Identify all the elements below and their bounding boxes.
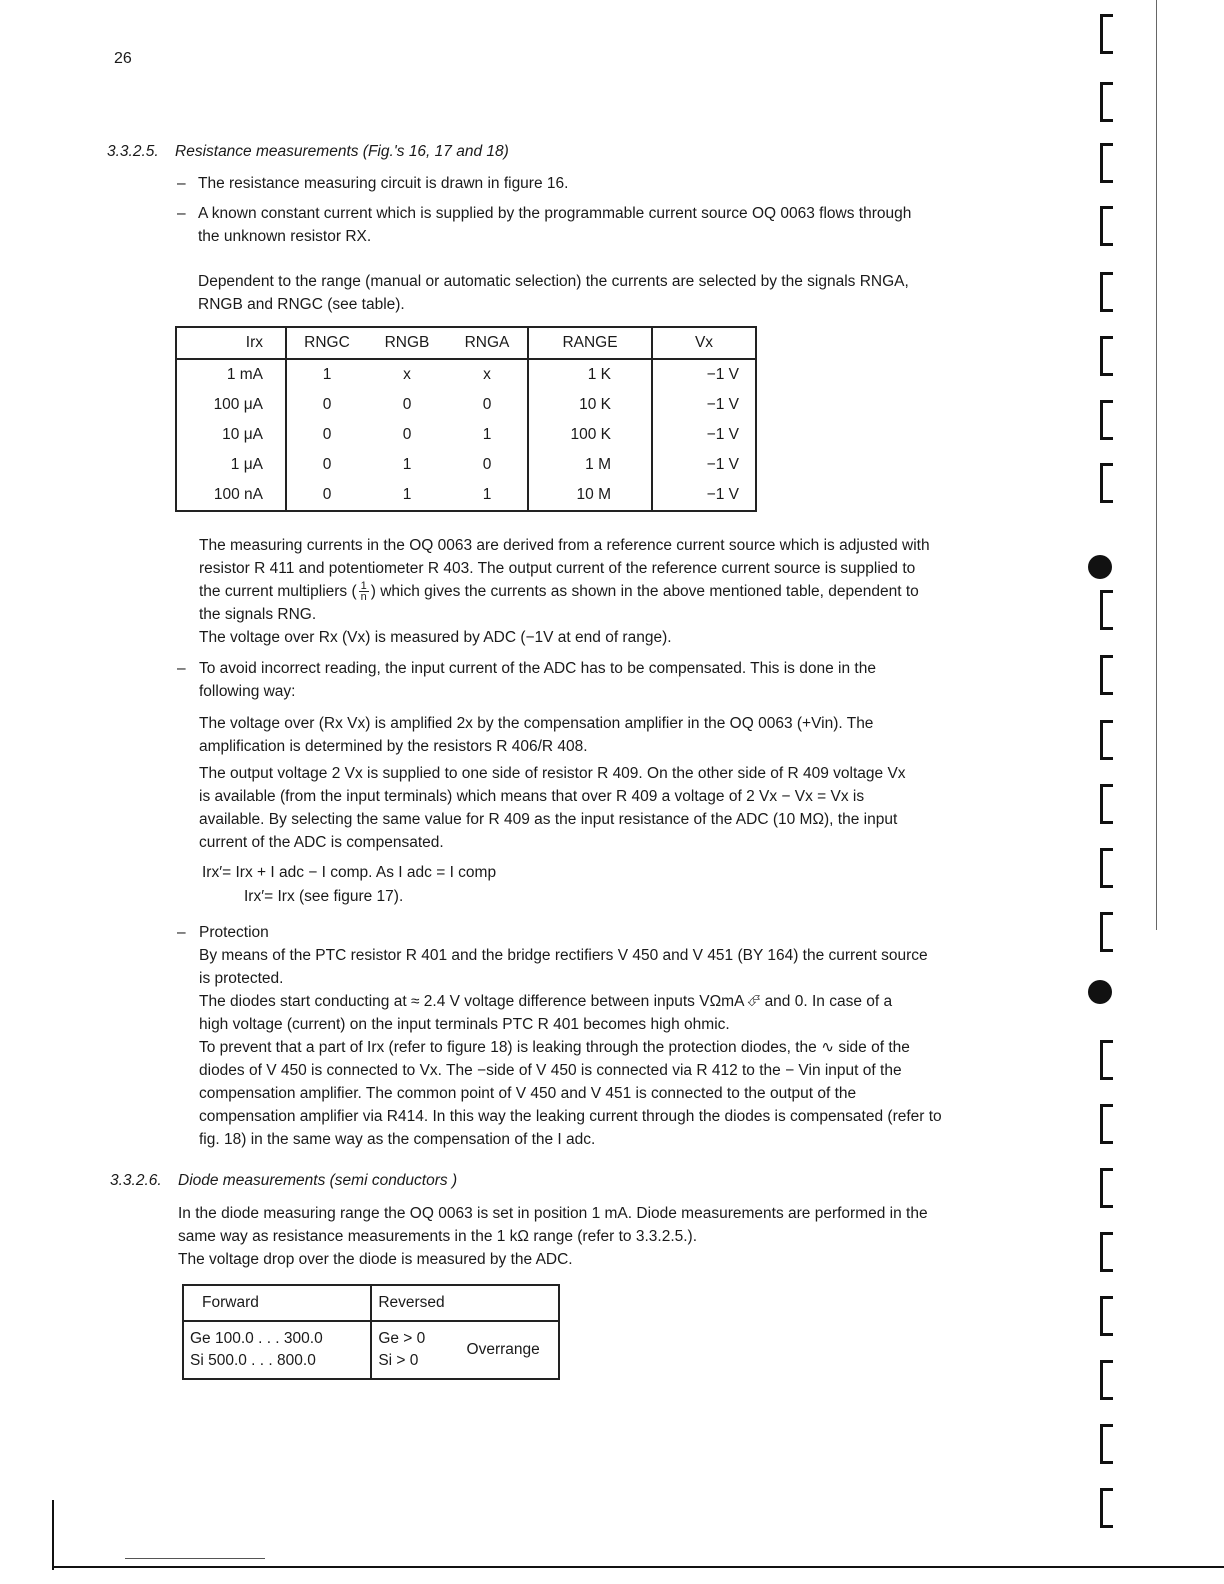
section-number: 3.3.2.5. <box>107 143 159 160</box>
table-header-row <box>183 1285 559 1321</box>
paragraph <box>178 1202 928 1271</box>
binding-bracket-icon <box>1100 784 1113 824</box>
text-line: Protection <box>199 924 269 941</box>
page-number: 26 <box>114 50 132 67</box>
scan-edge-mark <box>52 1500 54 1570</box>
text-line: is protected. <box>199 970 284 987</box>
cell: 0 <box>322 396 332 413</box>
header-vx: Vx <box>652 327 756 359</box>
cell: x <box>483 366 491 383</box>
punch-hole-icon <box>1088 980 1112 1004</box>
header-irx: Irx <box>176 327 286 359</box>
cell: −1 V <box>652 420 756 450</box>
diode-table <box>182 1284 560 1380</box>
punch-hole-icon <box>1088 555 1112 579</box>
cell: Ge > 0 <box>378 1330 426 1347</box>
text-line: RNGB and RNGC (see table). <box>198 296 405 313</box>
table-row <box>176 480 756 511</box>
table-row <box>176 420 756 450</box>
forward-values <box>183 1321 371 1379</box>
table-row <box>183 1321 559 1379</box>
reversed-values <box>371 1321 448 1379</box>
binding-bracket-icon <box>1100 1232 1113 1272</box>
fraction <box>359 581 369 602</box>
binding-bracket-icon <box>1100 14 1113 54</box>
cell: 100 nA <box>176 480 286 511</box>
text-line: The voltage over Rx (Vx) is measured by ADC (−1V at end of range). <box>199 629 672 646</box>
text-line: current of the ADC is compensated. <box>199 834 444 851</box>
text-line: available. By selecting the same value for R 409 as the input resistance of the ADC (10 MΩ), the input <box>199 811 898 828</box>
equation: Irx′= Irx + I adc − I comp. As I adc = I comp <box>202 864 497 881</box>
binding-bracket-icon <box>1100 336 1113 376</box>
protection-section <box>199 921 942 1151</box>
table-row <box>176 390 756 420</box>
text-line: the signals RNG. <box>199 606 317 623</box>
binding-bracket-icon <box>1100 272 1113 312</box>
binding-bracket-icon <box>1100 1424 1113 1464</box>
cell: 1 <box>402 486 412 503</box>
bullet-text <box>198 172 568 195</box>
text-line: resistor R 411 and potentiometer R 403. The output current of the reference current source is supplied to <box>199 560 916 577</box>
paragraph <box>199 534 930 649</box>
text-line: The diodes start conducting at ≈ 2.4 V voltage difference between inputs VΩmA ⮶ and 0. In case of a <box>199 993 893 1010</box>
bullet-text <box>198 202 911 248</box>
scan-bottom-edge <box>52 1566 1224 1568</box>
text-line: In the diode measuring range the OQ 0063 is set in position 1 mA. Diode measurements are performed in the <box>178 1205 928 1222</box>
cell: x <box>403 366 411 383</box>
cell: −1 V <box>652 390 756 420</box>
scan-bottom-mark <box>125 1558 265 1559</box>
cell: 1 mA <box>176 359 286 390</box>
header-rngc: RNGC <box>304 334 350 351</box>
section-title: Resistance measurements (Fig.'s 16, 17 and 18) <box>175 143 509 160</box>
paragraph <box>198 270 909 316</box>
binding-bracket-icon <box>1100 1360 1113 1400</box>
paragraph <box>199 762 906 854</box>
binding-bracket-icon <box>1100 206 1113 246</box>
table-row <box>176 450 756 480</box>
equation: Irx′= Irx (see figure 17). <box>244 888 404 905</box>
cell: 100 μA <box>176 390 286 420</box>
cell: 0 <box>402 426 412 443</box>
cell: 1 <box>482 486 492 503</box>
cell: 10 μA <box>176 420 286 450</box>
table-row <box>176 359 756 390</box>
text-line: fig. 18) in the same way as the compensation of the I adc. <box>199 1131 596 1148</box>
header-forward: Forward <box>183 1285 371 1321</box>
binding-bracket-icon <box>1100 1296 1113 1336</box>
text-line: To avoid incorrect reading, the input current of the ADC has to be compensated. This is done in the <box>199 660 876 677</box>
page-edge-line <box>1156 0 1157 930</box>
cell: Si 500.0 . . . 800.0 <box>190 1352 316 1369</box>
text-line: same way as resistance measurements in the 1 kΩ range (refer to 3.3.2.5.). <box>178 1228 698 1245</box>
cell: 100 K <box>528 420 652 450</box>
text-line: Dependent to the range (manual or automatic selection) the currents are selected by the signals RNGA, <box>198 273 909 290</box>
header-rngb: RNGB <box>384 334 430 351</box>
text-line: The output voltage 2 Vx is supplied to one side of resistor R 409. On the other side of R 409 voltage Vx <box>199 765 906 782</box>
binding-bracket-icon <box>1100 1104 1113 1144</box>
bullet-dash: – <box>177 924 186 941</box>
binding-bracket-icon <box>1100 463 1113 503</box>
binding-bracket-icon <box>1100 848 1113 888</box>
text-fragment: the current multipliers ( <box>199 583 357 600</box>
binding-bracket-icon <box>1100 143 1113 183</box>
cell: 1 μA <box>176 450 286 480</box>
cell: Ge 100.0 . . . 300.0 <box>190 1330 323 1347</box>
text-line: compensation amplifier via R414. In this way the leaking current through the diodes is compensated (refer to <box>199 1108 942 1125</box>
cell: 10 M <box>528 480 652 511</box>
cell: 1 <box>402 456 412 473</box>
section-number: 3.3.2.6. <box>110 1172 162 1189</box>
cell: 1 K <box>528 359 652 390</box>
cell: 0 <box>482 456 492 473</box>
binding-bracket-icon <box>1100 1488 1113 1528</box>
table-header-row <box>176 327 756 359</box>
cell: −1 V <box>652 450 756 480</box>
text-line: The measuring currents in the OQ 0063 are derived from a reference current source which is adjusted with <box>199 537 930 554</box>
binding-bracket-icon <box>1100 1040 1113 1080</box>
cell: 1 <box>322 366 332 383</box>
bullet-dash: – <box>177 205 186 222</box>
text-line: To prevent that a part of Irx (refer to figure 18) is leaking through the protection diodes, the ∿ side of the <box>199 1039 910 1056</box>
section-title: Diode measurements (semi conductors ) <box>178 1172 458 1189</box>
bullet-dash: – <box>177 175 186 192</box>
paragraph <box>199 712 873 758</box>
cell: Si > 0 <box>378 1352 419 1369</box>
header-range: RANGE <box>528 327 652 359</box>
cell: 0 <box>322 486 332 503</box>
cell: 0 <box>482 396 492 413</box>
text-line: By means of the PTC resistor R 401 and the bridge rectifiers V 450 and V 451 (BY 164) the current source <box>199 947 928 964</box>
text-line <box>199 580 930 603</box>
text-line: is available (from the input terminals) which means that over R 409 a voltage of 2 Vx − Vx = Vx is <box>199 788 865 805</box>
bullet-text <box>199 657 876 703</box>
cell: 0 <box>322 456 332 473</box>
text-line: following way: <box>199 683 296 700</box>
binding-bracket-icon <box>1100 720 1113 760</box>
text-fragment: ) which gives the currents as shown in the above mentioned table, dependent to <box>370 583 919 600</box>
fraction-denominator: n <box>360 591 367 604</box>
range-table <box>175 326 757 512</box>
header-reversed: Reversed <box>371 1285 559 1321</box>
text-line: amplification is determined by the resistors R 406/R 408. <box>199 738 588 755</box>
cell: −1 V <box>652 359 756 390</box>
text-line: The voltage drop over the diode is measured by the ADC. <box>178 1251 573 1268</box>
text-line: A known constant current which is supplied by the programmable current source OQ 0063 flows through <box>198 205 912 222</box>
cell: −1 V <box>652 480 756 511</box>
fraction-numerator: 1 <box>360 580 367 593</box>
cell: 1 <box>482 426 492 443</box>
binding-bracket-icon <box>1100 655 1113 695</box>
section-heading-resistance <box>107 143 509 161</box>
cell: 0 <box>402 396 412 413</box>
text-line: compensation amplifier. The common point of V 450 and V 451 is connected to the output of the <box>199 1085 857 1102</box>
binding-bracket-icon <box>1100 82 1113 122</box>
binding-bracket-icon <box>1100 1168 1113 1208</box>
cell: 1 M <box>528 450 652 480</box>
cell: 10 K <box>528 390 652 420</box>
bullet-dash: – <box>177 660 186 677</box>
cell: 0 <box>322 426 332 443</box>
text-line: The voltage over (Rx Vx) is amplified 2x by the compensation amplifier in the OQ 0063 (+Vin). The <box>199 715 874 732</box>
binding-bracket-icon <box>1100 912 1113 952</box>
binding-bracket-icon <box>1100 590 1113 630</box>
overrange-cell: Overrange <box>466 1341 540 1358</box>
text-line: The resistance measuring circuit is drawn in figure 16. <box>198 175 569 192</box>
section-heading-diode <box>110 1172 457 1190</box>
text-line: the unknown resistor RX. <box>198 228 372 245</box>
binding-bracket-icon <box>1100 400 1113 440</box>
text-line: high voltage (current) on the input terminals PTC R 401 becomes high ohmic. <box>199 1016 730 1033</box>
header-rnga: RNGA <box>464 334 510 351</box>
text-line: diodes of V 450 is connected to Vx. The −side of V 450 is connected via R 412 to the − Vin input of the <box>199 1062 902 1079</box>
